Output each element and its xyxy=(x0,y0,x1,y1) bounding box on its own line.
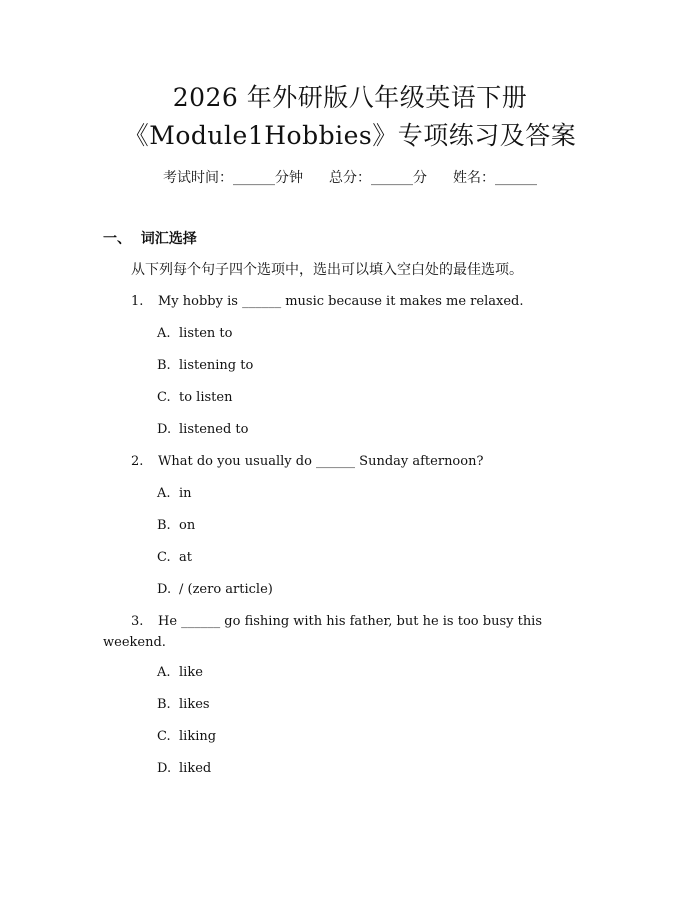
option-text: on xyxy=(179,518,196,533)
question-2-option-a xyxy=(157,484,192,504)
question-text: What do you usually do ______ Sunday afternoon? xyxy=(158,454,484,469)
question-2-option-c xyxy=(157,548,192,568)
student-name-field: 姓名：______ xyxy=(453,170,537,186)
question-1-option-d xyxy=(157,420,248,440)
question-3 xyxy=(103,611,578,653)
question-3-option-b xyxy=(157,695,210,715)
option-letter: A. xyxy=(157,326,171,341)
option-text: liked xyxy=(179,761,212,776)
question-1-option-a xyxy=(157,324,232,344)
option-text: likes xyxy=(179,697,210,712)
question-text: He ______ go fishing with his father, but he is too busy this weekend. xyxy=(103,614,543,650)
option-letter: C. xyxy=(157,550,171,565)
question-1 xyxy=(131,292,523,312)
question-number: 1. xyxy=(131,294,144,309)
option-letter: C. xyxy=(157,390,171,405)
option-text: to listen xyxy=(179,390,233,405)
option-letter: A. xyxy=(157,486,171,501)
question-3-option-a xyxy=(157,663,203,683)
exam-time-field: 考试时间：______分钟 xyxy=(163,170,303,186)
question-2-option-b xyxy=(157,516,195,536)
option-text: listened to xyxy=(179,422,249,437)
section-instruction: 从下列每个句子四个选项中，选出可以填入空白处的最佳选项。 xyxy=(131,262,523,278)
option-text: liking xyxy=(179,729,217,744)
option-text: at xyxy=(179,550,192,565)
option-letter: C. xyxy=(157,729,171,744)
option-letter: D. xyxy=(157,422,172,437)
option-letter: B. xyxy=(157,518,171,533)
question-number: 3. xyxy=(131,614,144,629)
question-3-option-c xyxy=(157,727,216,747)
option-text: listen to xyxy=(179,326,233,341)
question-text: My hobby is ______ music because it makes me relaxed. xyxy=(158,294,524,309)
document-title-line-2: 《Module1Hobbies》专项练习及答案 xyxy=(123,121,577,150)
question-2-option-d xyxy=(157,580,273,600)
option-letter: D. xyxy=(157,582,172,597)
option-text: listening to xyxy=(179,358,254,373)
exam-score-field: 总分：______分 xyxy=(329,170,427,186)
question-3-option-d xyxy=(157,759,211,779)
option-text: in xyxy=(179,486,192,501)
question-1-option-c xyxy=(157,388,232,408)
option-text: like xyxy=(179,665,203,680)
question-1-option-b xyxy=(157,356,253,376)
option-letter: A. xyxy=(157,665,171,680)
option-letter: B. xyxy=(157,358,171,373)
exam-meta xyxy=(0,168,700,188)
question-2 xyxy=(131,452,483,472)
section-heading: 一、 词汇选择 xyxy=(103,231,197,247)
option-letter: D. xyxy=(157,761,172,776)
document-title-line-1: 2026 年外研版八年级英语下册 xyxy=(172,83,528,112)
question-number: 2. xyxy=(131,454,144,469)
option-text: / (zero article) xyxy=(179,582,273,597)
option-letter: B. xyxy=(157,697,171,712)
